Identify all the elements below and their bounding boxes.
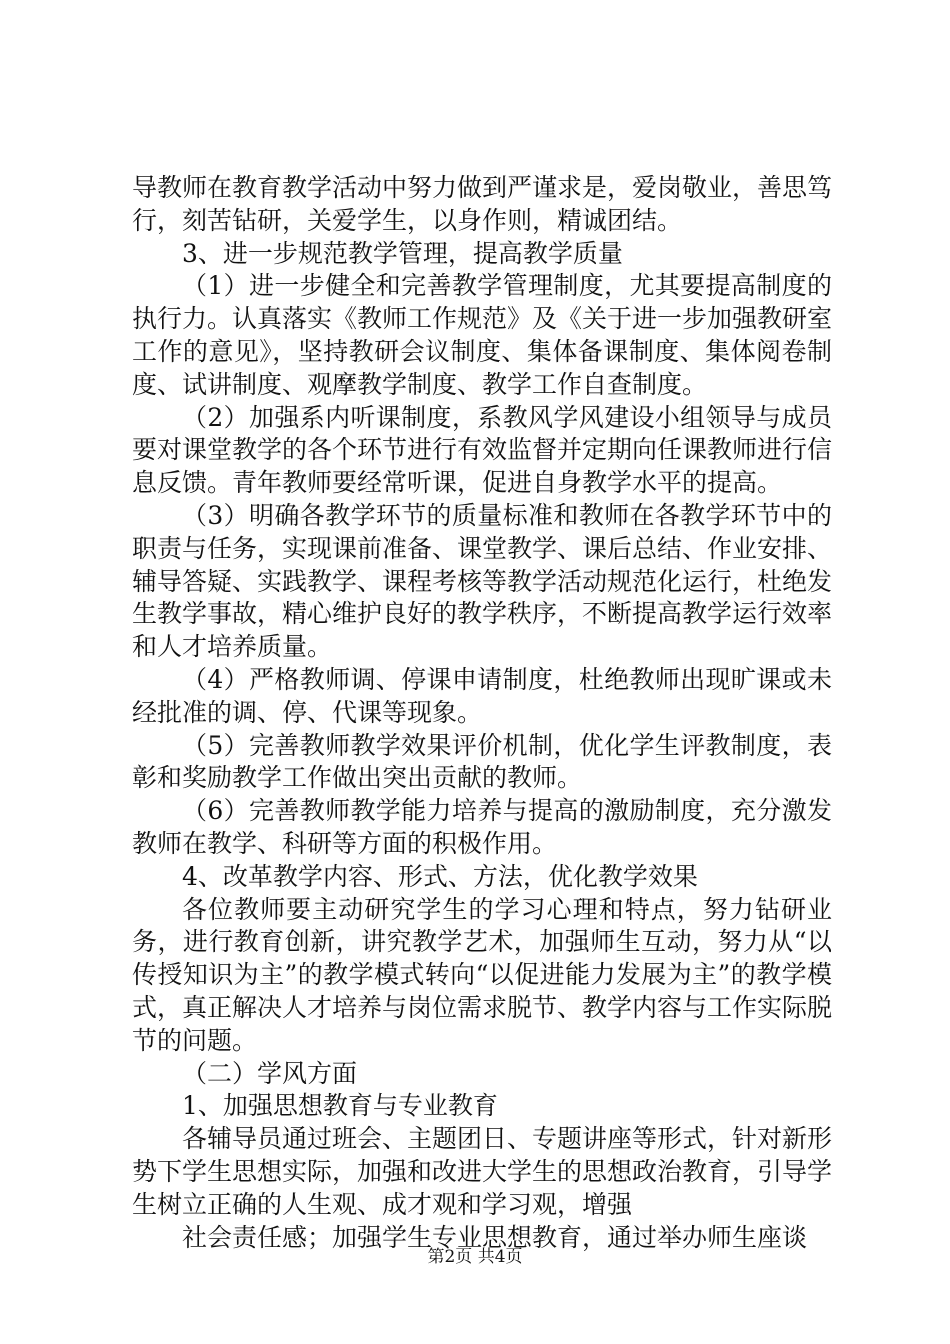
paragraph-4: （2）加强系内听课制度，系教风学风建设小组领导与成员要对课堂教学的各个环节进行有效监督并定期向任课教师进行信息反馈。青年教师要经常听课，促进自身教学水平的提高。 bbox=[132, 402, 833, 498]
paragraph-2: 3、进一步规范教学管理，提高教学质量 bbox=[182, 238, 623, 268]
document-body bbox=[132, 172, 832, 1254]
paragraph-8: （6）完善教师教学能力培养与提高的激励制度，充分激发教师在教学、科研等方面的积极作用。 bbox=[132, 796, 832, 858]
paragraph-1: 导教师在教育教学活动中努力做到严谨求是，爱岗敬业，善思笃行，刻苦钻研，关爱学生，以身作则，精诚团结。 bbox=[132, 173, 833, 235]
paragraph-12: 1、加强思想教育与专业教育 bbox=[182, 1091, 498, 1121]
paragraph-3: （1）进一步健全和完善教学管理制度，尤其要提高制度的执行力。认真落实《教师工作规范》及《关于进一步加强教研室工作的意见》，坚持教研会议制度、集体备课制度、集体阅卷制度、试讲制度、观摩教学制度、教学工作自查制度。 bbox=[132, 271, 833, 399]
paragraph-5: （3）明确各教学环节的质量标准和教师在各教学环节中的职责与任务，实现课前准备、课堂教学、课后总结、作业安排、辅导答疑、实践教学、课程考核等教学活动规范化运行，杜绝发生教学事故，精心维护良好的教学秩序，不断提高教学运行效率和人才培养质量。 bbox=[132, 500, 833, 662]
paragraph-10: 各位教师要主动研究学生的学习心理和特点，努力钻研业务，进行教育创新，讲究教学艺术，加强师生互动，努力从“以传授知识为主”的教学模式转向“以促进能力发展为主”的教学模式，真正解决人才培养与岗位需求脱节、教学内容与工作实际脱节的问题。 bbox=[132, 894, 833, 1055]
paragraph-7: （5）完善教师教学效果评价机制，优化学生评教制度，表彰和奖励教学工作做出突出贡献的教师。 bbox=[132, 730, 832, 793]
paragraph-14: 社会责任感；加强学生专业思想教育，通过举办师生座谈 bbox=[182, 1222, 808, 1252]
paragraph-13: 各辅导员通过班会、主题团日、专题讲座等形式，针对新形势下学生思想实际，加强和改进大学生的思想政治教育，引导学生树立正确的人生观、成才观和学习观，增强 bbox=[132, 1124, 833, 1219]
page-number-footer: 第2页 共4页 bbox=[427, 1247, 523, 1267]
paragraph-11: （二）学风方面 bbox=[182, 1058, 358, 1088]
paragraph-6: （4）严格教师调、停课申请制度，杜绝教师出现旷课或未经批准的调、停、代课等现象。 bbox=[132, 664, 832, 727]
paragraph-9: 4、改革教学内容、形式、方法，优化教学效果 bbox=[182, 861, 698, 891]
